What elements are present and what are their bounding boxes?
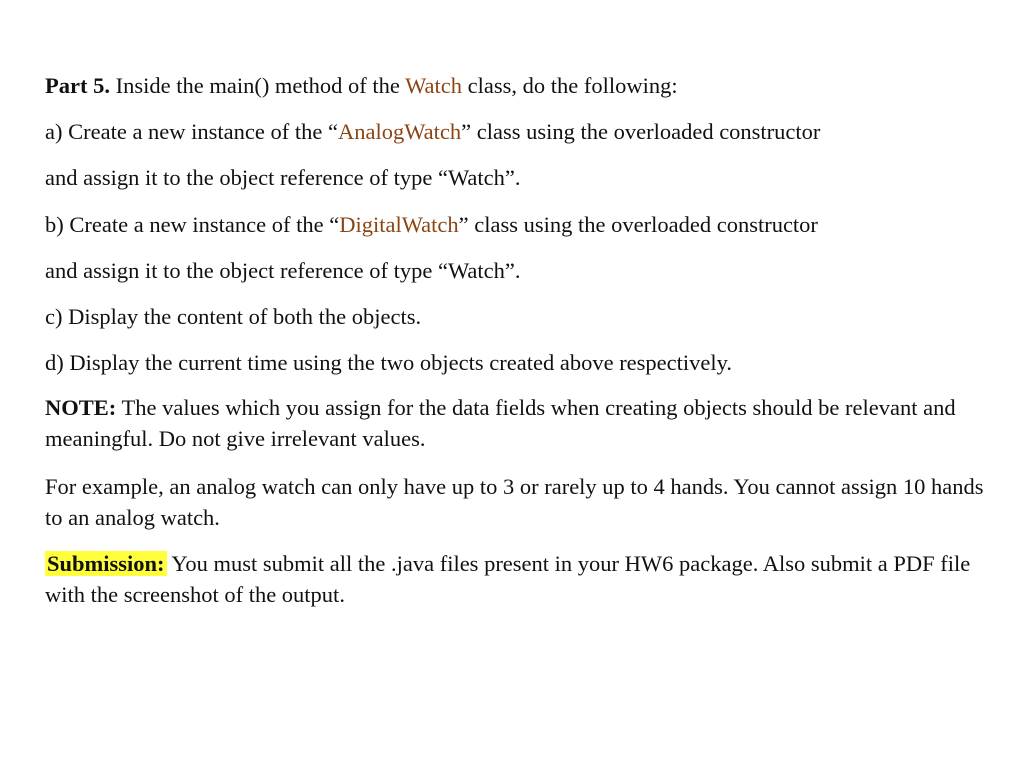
part5-intro <box>45 72 985 99</box>
part5-intro-text-b: class, do the following: <box>467 73 678 98</box>
item-b-line2: and assign it to the object reference of type “Watch”. <box>45 258 521 283</box>
submission-text: You must submit all the .java files present in your HW6 package. Also submit a PDF file with the screenshot of the output. <box>45 551 971 607</box>
watch-class-name: Watch <box>405 73 463 98</box>
item-b-suffix: ” class using the overloaded constructor <box>458 212 818 237</box>
item-a-line2: and assign it to the object reference of type “Watch”. <box>45 165 521 190</box>
example-paragraph: For example, an analog watch can only have up to 3 or rarely up to 4 hands. You cannot assign 10 hands to an analog watch. <box>45 474 984 530</box>
submission-label: Submission: <box>47 551 165 576</box>
item-a-line1 <box>45 118 985 145</box>
item-a-prefix: a) Create a new instance of the “ <box>45 119 338 144</box>
item-b-prefix: b) Create a new instance of the “ <box>45 212 340 237</box>
part5-intro-text-a: Inside the main() method of the <box>115 73 400 98</box>
item-d: d) Display the current time using the two objects created above respectively. <box>45 350 733 375</box>
assignment-document <box>45 72 985 610</box>
note-text: The values which you assign for the data fields when creating objects should be relevant and meaningful. Do not give irrelevant values. <box>45 395 956 451</box>
part5-heading: Part 5. <box>45 73 110 98</box>
item-a-suffix: ” class using the overloaded constructor <box>461 119 821 144</box>
note-label: NOTE: <box>45 395 117 420</box>
item-b-line1 <box>45 211 985 238</box>
digitalwatch-class-name: DigitalWatch <box>339 212 459 237</box>
submission-paragraph <box>45 548 985 610</box>
analogwatch-class-name: AnalogWatch <box>337 119 462 144</box>
note-paragraph <box>45 392 985 454</box>
item-c: c) Display the content of both the objects. <box>45 304 422 329</box>
